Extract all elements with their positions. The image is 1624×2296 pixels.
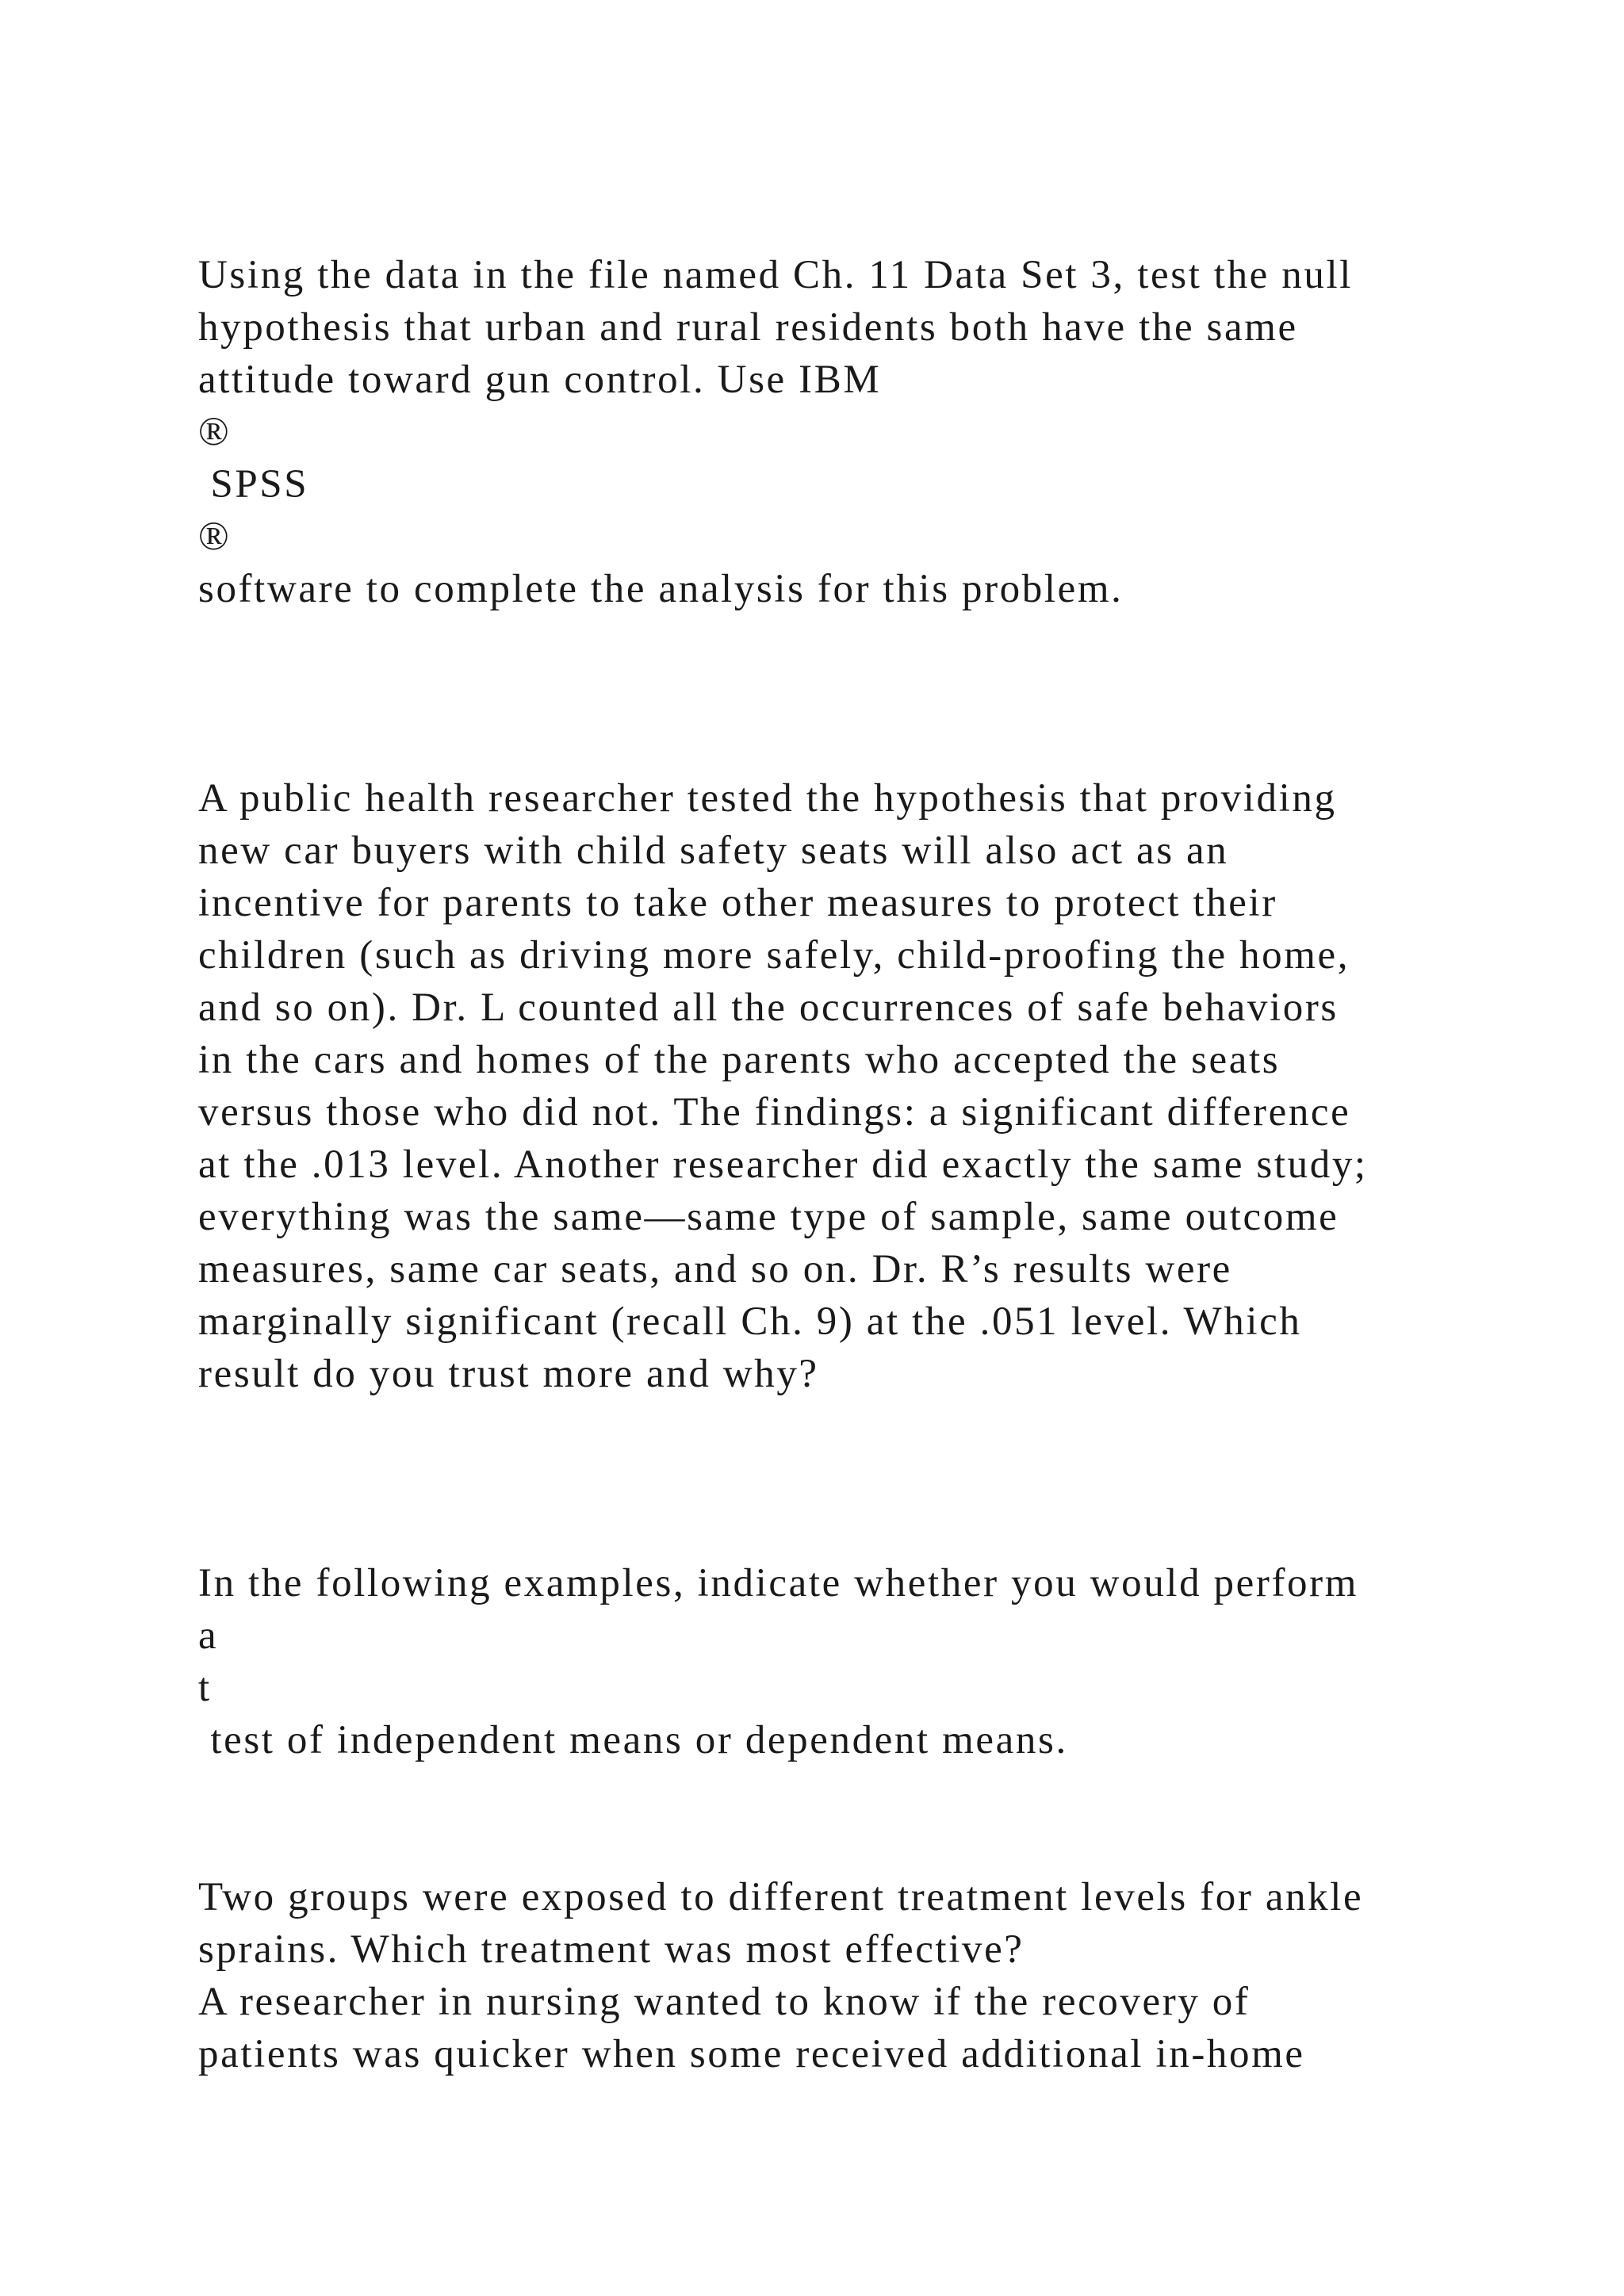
text-line: A public health researcher tested the hypothesis that providing [198, 776, 1337, 821]
text-line: SPSS [198, 462, 309, 507]
text-line: marginally significant (recall Ch. 9) at the .051 level. Which [198, 1299, 1302, 1344]
text-line: new car buyers with child safety seats will also act as an [198, 828, 1229, 873]
text-line: hypothesis that urban and rural residents both have the same [198, 305, 1298, 350]
text-line: in the cars and homes of the parents who accepted the seats [198, 1038, 1281, 1082]
registered-mark: ® [198, 515, 232, 559]
text-line: result do you trust more and why? [198, 1352, 819, 1396]
text-line: software to complete the analysis for this problem. [198, 567, 1124, 611]
text-line: test of independent means or dependent means. [198, 1718, 1068, 1762]
registered-mark: ® [198, 410, 232, 454]
text-line: patients was quicker when some received additional in-home [198, 2032, 1305, 2076]
text-line: sprains. Which treatment was most effective? [198, 1927, 1025, 1972]
text-line: A researcher in nursing wanted to know if the recovery of [198, 1980, 1251, 2024]
text-line: In the following examples, indicate whether you would perform [198, 1561, 1358, 1605]
text-line: versus those who did not. The findings: a significant difference [198, 1090, 1351, 1135]
text-line: Two groups were exposed to different treatment levels for ankle [198, 1875, 1364, 1919]
text-line: and so on). Dr. L counted all the occurrences of safe behaviors [198, 985, 1339, 1030]
text-line: attitude toward gun control. Use IBM [198, 358, 882, 402]
text-line: everything was the same—same type of sample, same outcome [198, 1195, 1339, 1239]
text-line: incentive for parents to take other measures to protect their [198, 881, 1277, 925]
text-line: a [198, 1613, 219, 1658]
text-line: children (such as driving more safely, child-proofing the home, [198, 933, 1350, 978]
text-line: t [198, 1666, 212, 1710]
text-line: Using the data in the file named Ch. 11 Data Set 3, test the null [198, 253, 1354, 297]
text-line: measures, same car seats, and so on. Dr. R’s results were [198, 1247, 1232, 1292]
text-line: at the .013 level. Another researcher did exactly the same study; [198, 1142, 1368, 1187]
